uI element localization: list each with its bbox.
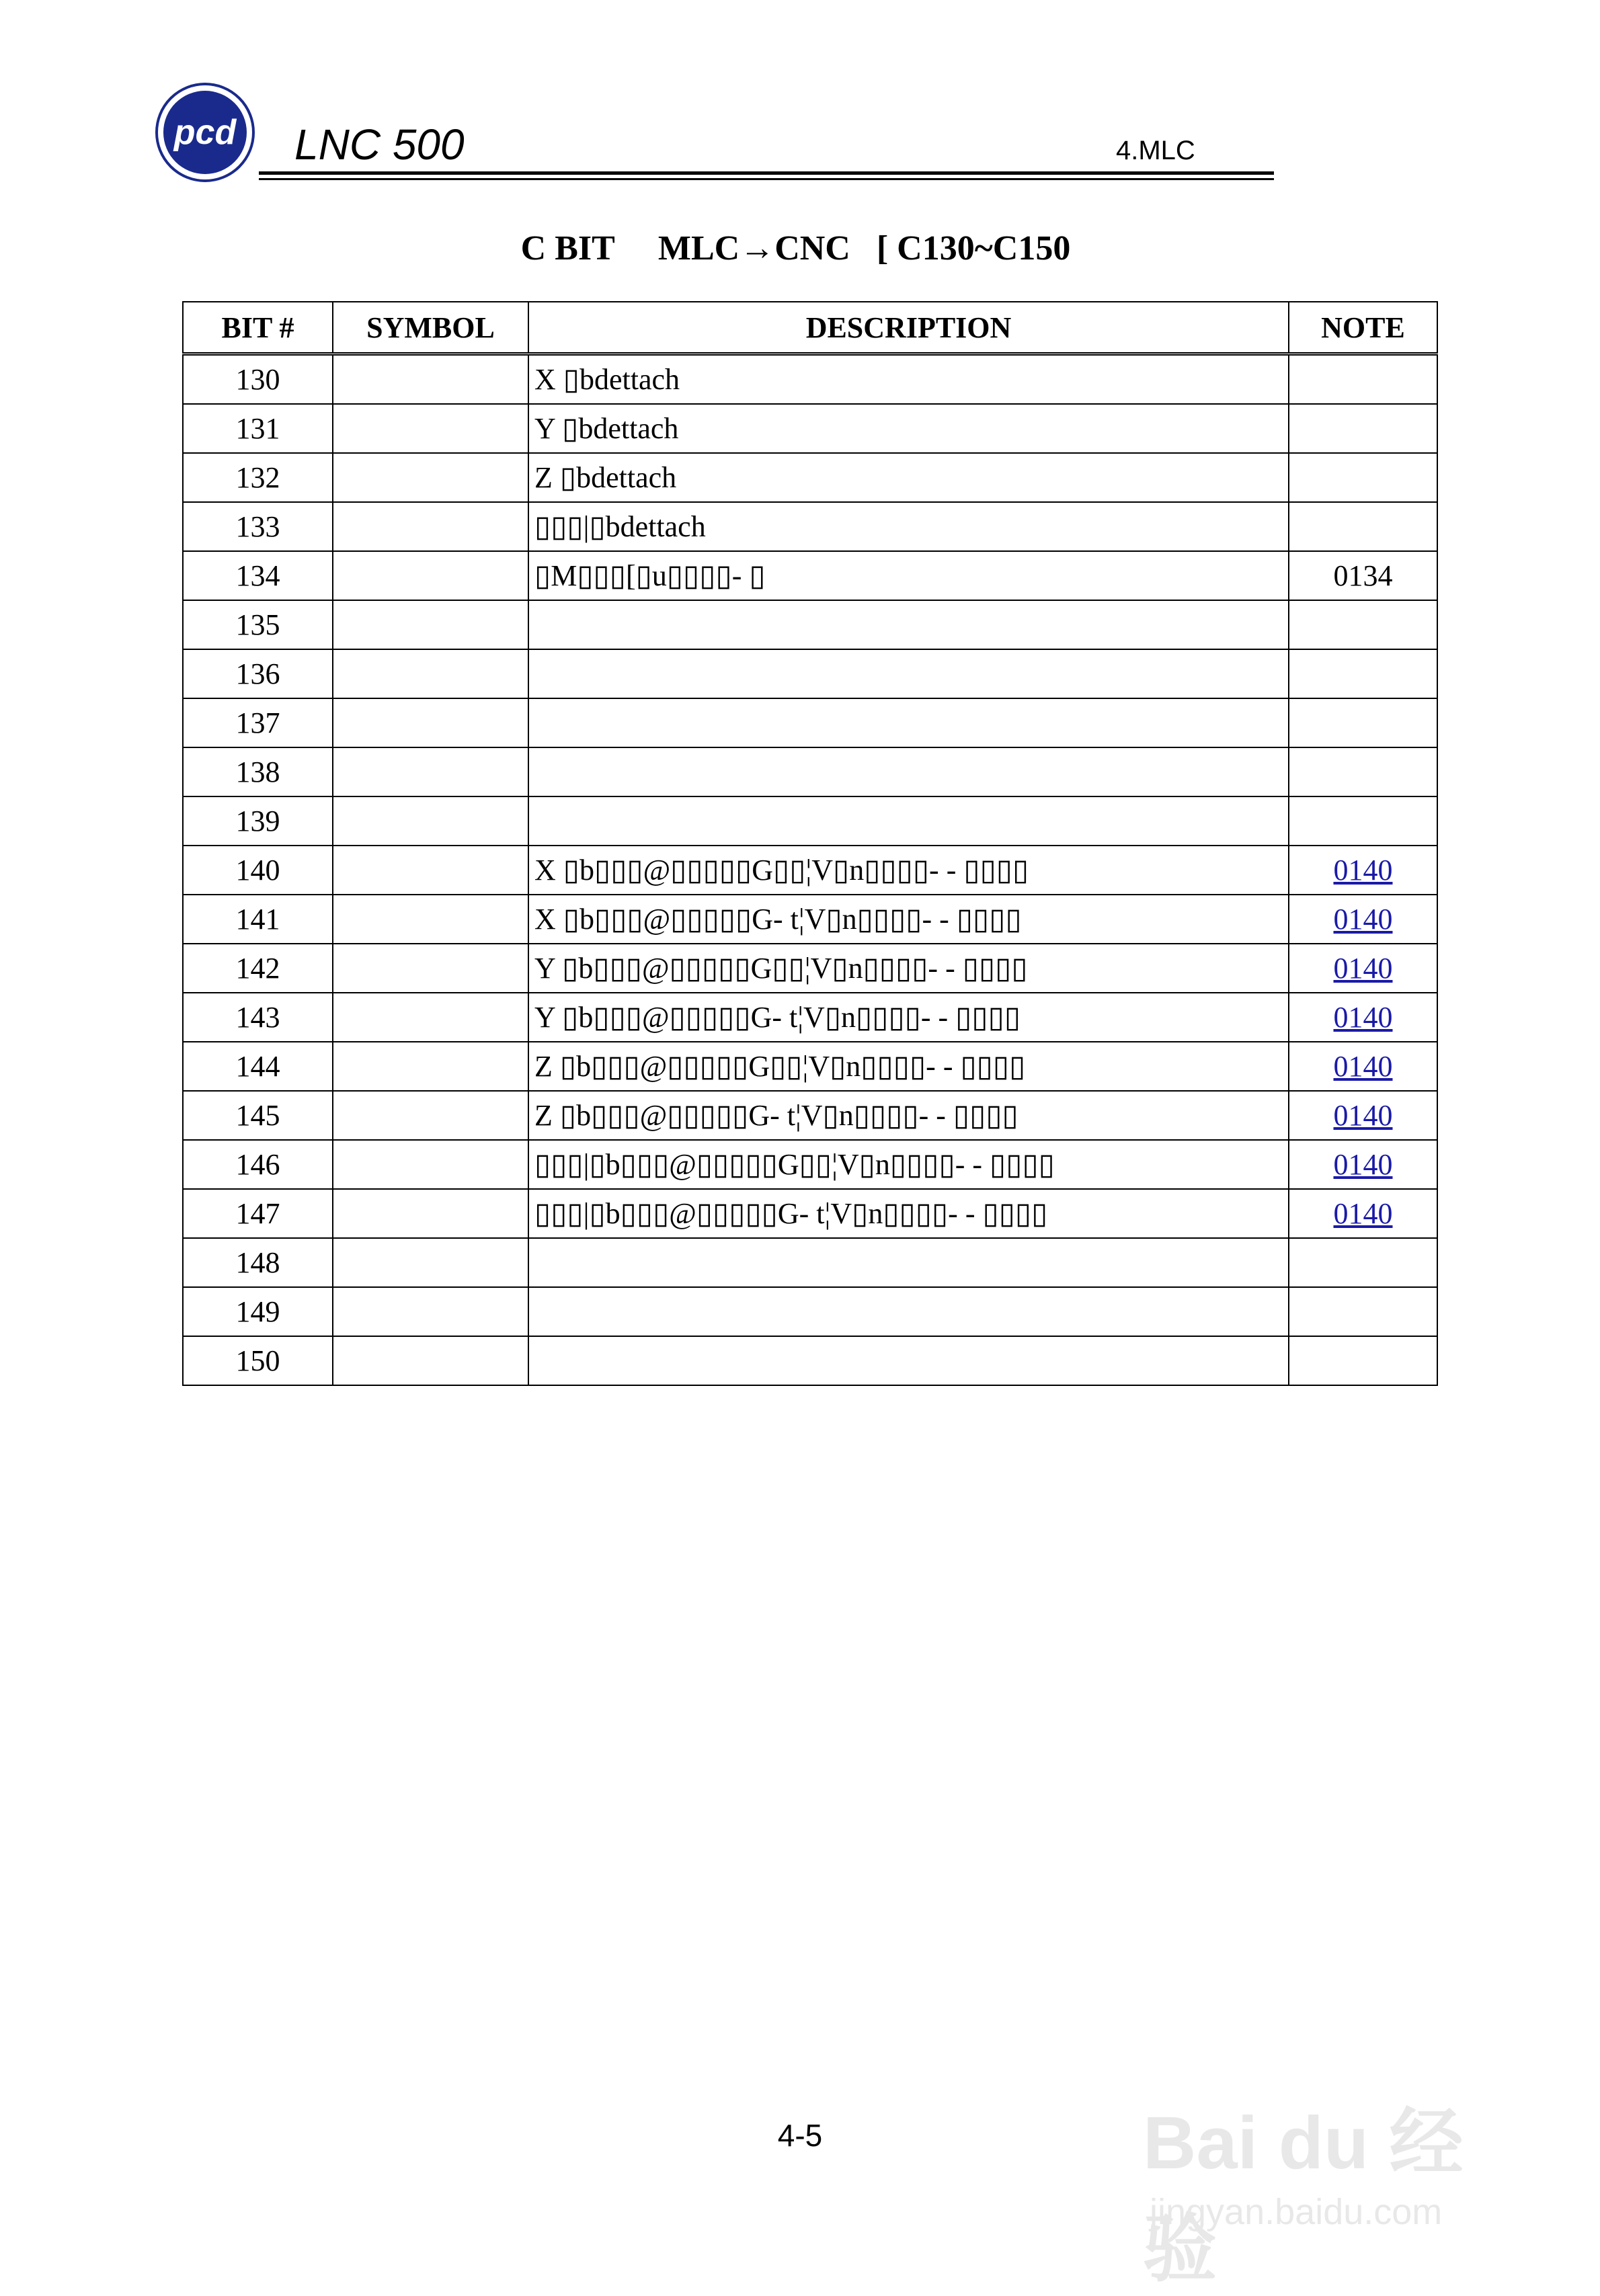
bit-cell: 143 [183,993,333,1042]
symbol-cell [333,404,528,453]
column-header-symbol: SYMBOL [333,302,528,354]
note-cell [1289,698,1437,747]
symbol-cell [333,993,528,1042]
column-header-description: DESCRIPTION [528,302,1289,354]
description-cell: ▯▯▯|▯b▯▯▯@▯▯▯▯▯G▯▯¦V▯n▯▯▯▯- - ▯▯▯▯ [528,1140,1289,1189]
note-link[interactable]: 0140 [1333,854,1393,887]
description-cell [528,649,1289,698]
note-link[interactable]: 0140 [1333,1099,1393,1132]
note-cell [1289,1287,1437,1336]
bit-cell: 130 [183,354,333,405]
bit-cell: 141 [183,895,333,944]
note-cell [1289,747,1437,796]
description-cell: ▯▯▯|▯bdettach [528,502,1289,551]
description-cell: Y ▯b▯▯▯@▯▯▯▯▯G▯▯¦V▯n▯▯▯▯- - ▯▯▯▯ [528,944,1289,993]
note-cell [1289,796,1437,846]
symbol-cell [333,846,528,895]
note-cell [1289,846,1437,895]
logo-text: pcd [173,113,237,152]
description-cell: ▯M▯▯▯[▯u▯▯▯▯- ▯ [528,551,1289,600]
table-row [183,354,1437,405]
note-link[interactable]: 0140 [1333,1001,1393,1034]
note-cell [1289,1336,1437,1385]
bit-cell: 136 [183,649,333,698]
table-header-row [183,302,1437,354]
description-cell: Y ▯bdettach [528,404,1289,453]
table-row [183,747,1437,796]
table-row [183,1336,1437,1385]
table-row [183,1238,1437,1287]
note-cell [1289,649,1437,698]
description-cell [528,1238,1289,1287]
note-cell [1289,1189,1437,1238]
table-row [183,846,1437,895]
symbol-cell [333,1238,528,1287]
note-link[interactable]: 0140 [1333,903,1393,936]
table-row [183,1091,1437,1140]
symbol-cell [333,1287,528,1336]
bit-cell: 133 [183,502,333,551]
bit-cell: 142 [183,944,333,993]
note-cell [1289,1042,1437,1091]
bit-cell: 135 [183,600,333,649]
note-cell [1289,453,1437,502]
symbol-cell [333,1042,528,1091]
bit-cell: 140 [183,846,333,895]
description-cell [528,747,1289,796]
table-row [183,1140,1437,1189]
note-cell [1289,895,1437,944]
page-number: 4-5 [777,2118,823,2153]
symbol-cell [333,796,528,846]
bit-cell: 134 [183,551,333,600]
table-row [183,1189,1437,1238]
symbol-cell [333,551,528,600]
symbol-cell [333,1091,528,1140]
note-cell [1289,354,1437,405]
note-cell [1289,502,1437,551]
symbol-cell [333,895,528,944]
table-row [183,551,1437,600]
doc-title: LNC 500 [294,120,465,169]
note-link[interactable]: 0140 [1333,952,1393,985]
note-link[interactable]: 0140 [1333,1050,1393,1083]
bit-cell: 137 [183,698,333,747]
symbol-cell [333,747,528,796]
symbol-cell [333,944,528,993]
symbol-cell [333,1189,528,1238]
description-cell: Z ▯bdettach [528,453,1289,502]
description-cell: X ▯b▯▯▯@▯▯▯▯▯G▯▯¦V▯n▯▯▯▯- - ▯▯▯▯ [528,846,1289,895]
symbol-cell [333,600,528,649]
table-row [183,895,1437,944]
symbol-cell [333,1140,528,1189]
header-rule-thin [259,178,1274,180]
symbol-cell [333,354,528,405]
table-row [183,404,1437,453]
column-header-bit: BIT # [183,302,333,354]
table-row [183,502,1437,551]
note-link[interactable]: 0140 [1333,1148,1393,1181]
table-row [183,600,1437,649]
company-logo [155,82,255,183]
watermark [1143,2037,1519,2291]
symbol-cell [333,649,528,698]
table-row [183,453,1437,502]
bit-cell: 145 [183,1091,333,1140]
bit-cell: 149 [183,1287,333,1336]
description-cell [528,600,1289,649]
watermark-url: jingyan.baidu.com [1150,2192,1443,2232]
section-label: 4.MLC [1116,136,1195,165]
bit-table [182,301,1438,1386]
note-cell [1289,600,1437,649]
table-row [183,649,1437,698]
description-cell: Z ▯b▯▯▯@▯▯▯▯▯G- t¦V▯n▯▯▯▯- - ▯▯▯▯ [528,1091,1289,1140]
watermark-logo: Bai du 经验 [1143,2102,1464,2291]
note-cell [1289,404,1437,453]
table-row [183,993,1437,1042]
bit-cell: 138 [183,747,333,796]
description-cell [528,796,1289,846]
column-header-note: NOTE [1289,302,1437,354]
description-cell: Z ▯b▯▯▯@▯▯▯▯▯G▯▯¦V▯n▯▯▯▯- - ▯▯▯▯ [528,1042,1289,1091]
description-cell: Y ▯b▯▯▯@▯▯▯▯▯G- t¦V▯n▯▯▯▯- - ▯▯▯▯ [528,993,1289,1042]
symbol-cell [333,453,528,502]
note-link[interactable]: 0140 [1333,1197,1393,1230]
symbol-cell [333,502,528,551]
description-cell: X ▯bdettach [528,354,1289,405]
page-heading: C BIT MLC→CNC [ C130~C150 [520,229,1080,268]
bit-cell: 131 [183,404,333,453]
description-cell [528,698,1289,747]
bit-cell: 132 [183,453,333,502]
description-cell: ▯▯▯|▯b▯▯▯@▯▯▯▯▯G- t¦V▯n▯▯▯▯- - ▯▯▯▯ [528,1189,1289,1238]
table-row [183,944,1437,993]
note-cell [1289,993,1437,1042]
description-cell [528,1287,1289,1336]
note-cell [1289,1238,1437,1287]
bit-cell: 144 [183,1042,333,1091]
header-rule [259,171,1274,175]
bit-cell: 139 [183,796,333,846]
table-row [183,796,1437,846]
bit-cell: 146 [183,1140,333,1189]
note-cell [1289,1140,1437,1189]
table-row [183,698,1437,747]
bit-cell: 150 [183,1336,333,1385]
bit-cell: 148 [183,1238,333,1287]
note-cell [1289,944,1437,993]
bit-cell: 147 [183,1189,333,1238]
table-row [183,1287,1437,1336]
symbol-cell [333,1336,528,1385]
note-cell [1289,1091,1437,1140]
table-row [183,1042,1437,1091]
description-cell: X ▯b▯▯▯@▯▯▯▯▯G- t¦V▯n▯▯▯▯- - ▯▯▯▯ [528,895,1289,944]
description-cell [528,1336,1289,1385]
symbol-cell [333,698,528,747]
note-cell: 0134 [1289,551,1437,600]
